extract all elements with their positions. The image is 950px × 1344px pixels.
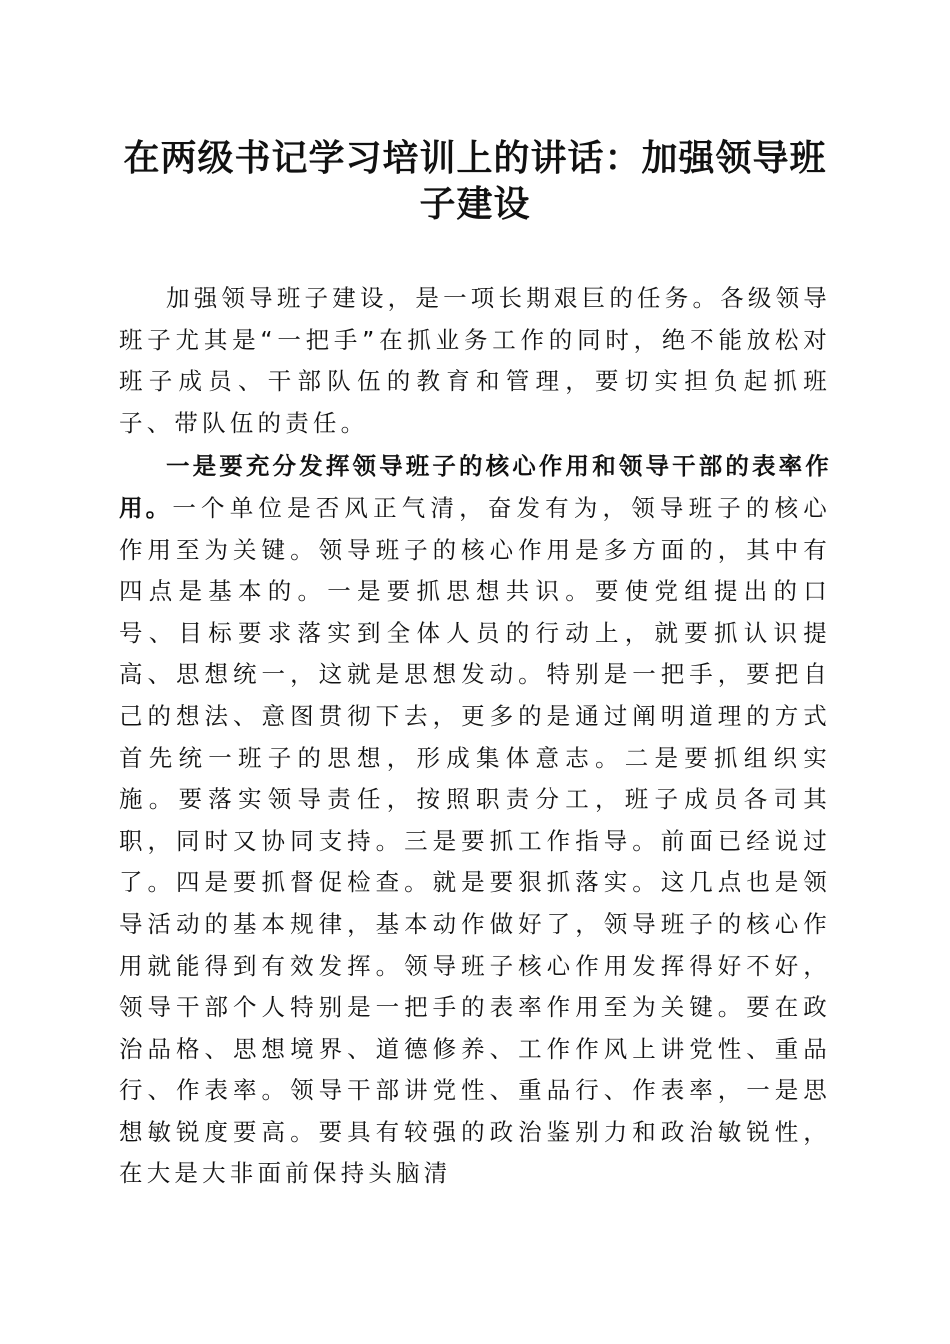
paragraph-intro — [119, 278, 831, 444]
paragraph-core-role-text: 一个单位是否风正气清，奋发有为，领导班子的核心作用至为关键。领导班子的核心作用是多方面的，其中有四点是基本的。一是要抓思想共识。要使党组提出的口号、目标要求落实到全体人员的行动上，就要抓认识提高、思想统一，这就是思想发动。特别是一把手，要把自己的想法、意图贯彻下去，更多的是通过阐明道理的方式首先统一班子的思想，形成集体意志。二是要抓组织实施。要落实领导责任，按照职责分工，班子成员各司其职，同时又协同支持。三是要抓工作指导。前面已经说过了。四是要抓督促检查。就是要狠抓落实。这几点也是领导活动的基本规律，基本动作做好了，领导班子的核心作用就能得到有效发挥。领导班子核心作用发挥得好不好，领导干部个人特别是一把手的表率作用至为关键。要在政治品格、思想境界、道德修养、工作作风上讲党性、重品行、作表率。领导干部讲党性、重品行、作表率，一是思想敏锐度要高。要具有较强的政治鉴别力和政治敏锐性，在大是大非面前保持头脑清 — [119, 493, 831, 1188]
paragraph-lead-heading: 一是要充分发挥领导班子的核心作用和领导干部的表率作用。 — [119, 452, 831, 522]
paragraph-core-role — [119, 446, 831, 1195]
document-title: 在两级书记学习培训上的讲话：加强领导班子建设 — [123, 137, 827, 225]
document-body — [119, 278, 831, 1195]
paragraph-intro-text: 加强领导班子建设，是一项长期艰巨的任务。各级领导班子尤其是“一把手”在抓业务工作的同时，绝不能放松对班子成员、干部队伍的教育和管理，要切实担负起抓班子、带队伍的责任。 — [119, 284, 831, 437]
